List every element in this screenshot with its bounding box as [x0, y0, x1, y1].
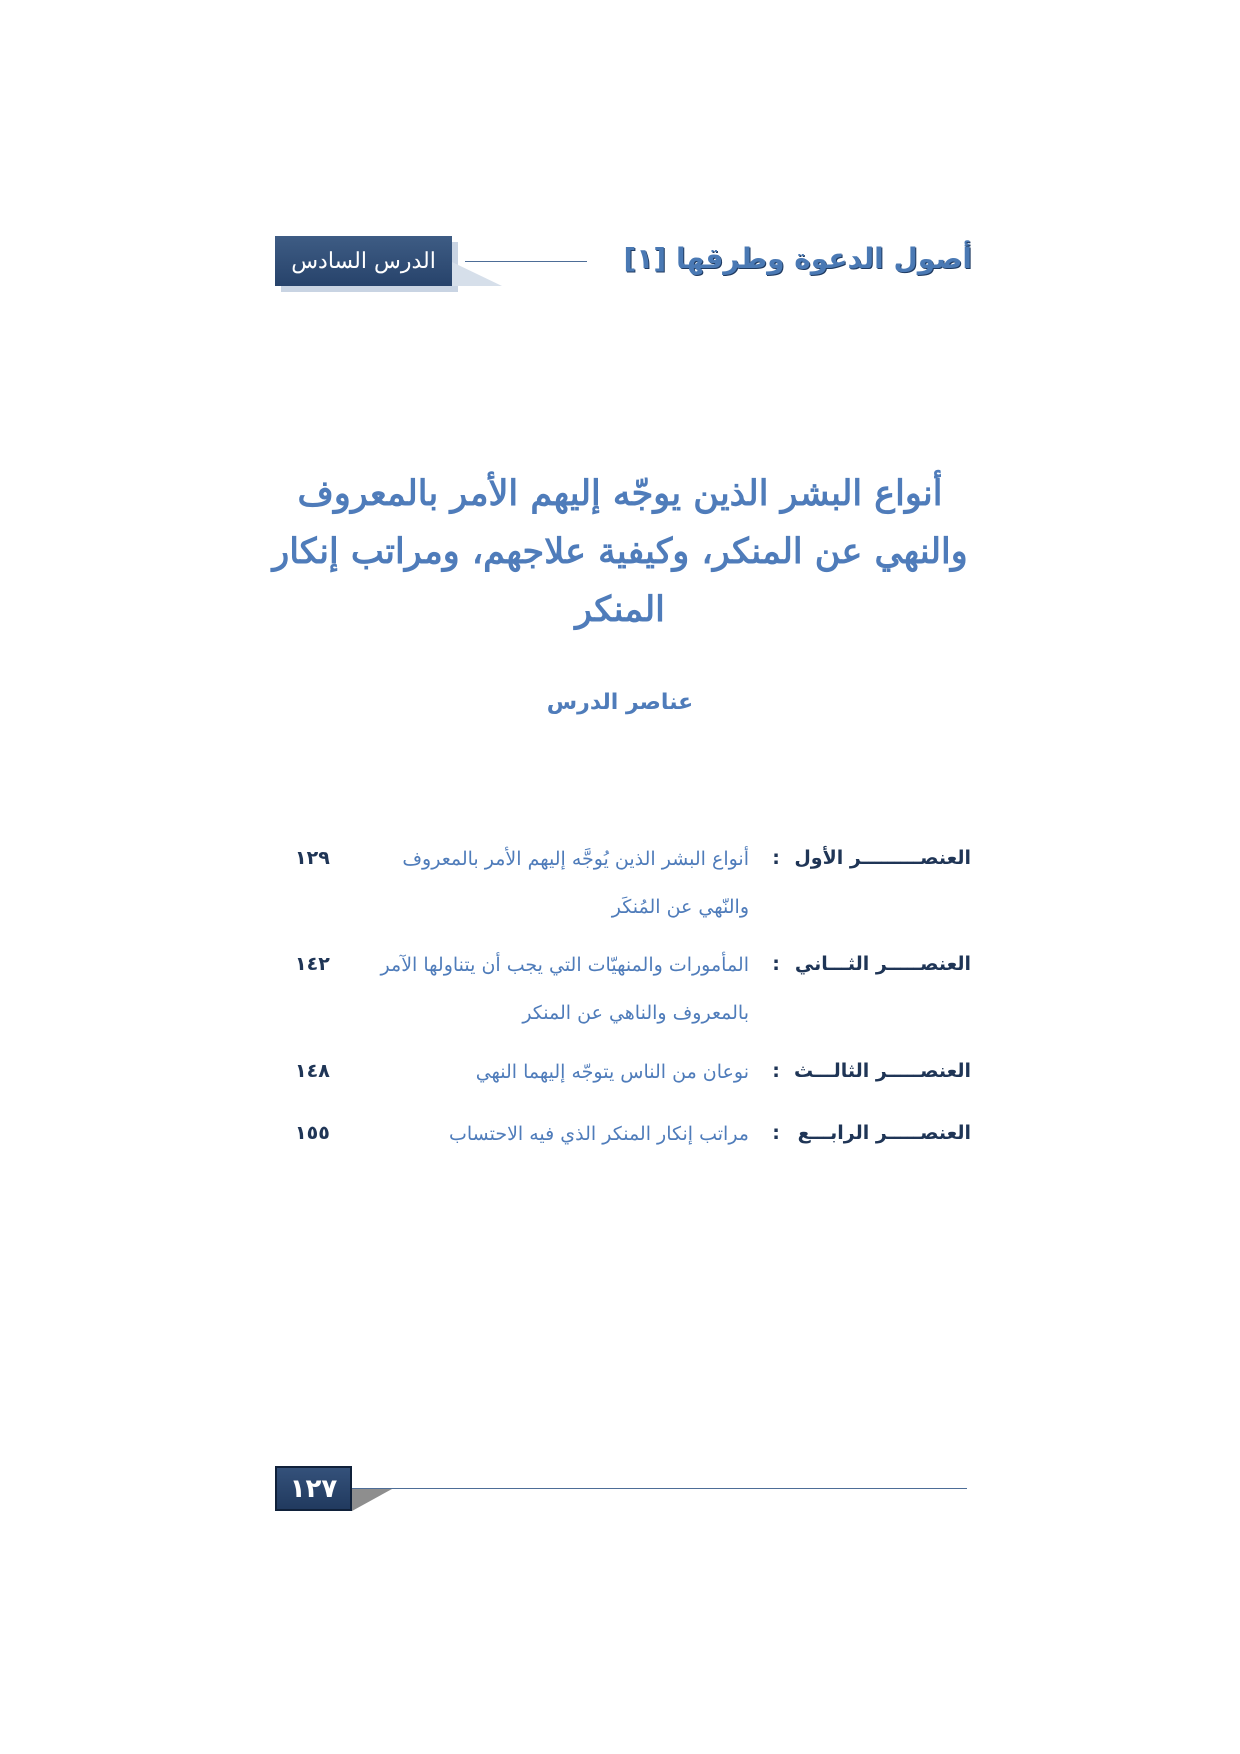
lesson-element-row [295, 1122, 971, 1162]
element-colon: : [772, 1060, 780, 1082]
lesson-element-row [295, 953, 971, 1033]
element-description: أنواع البشر الذين يُوجَّه إليهم الأمر بالمعروف والنّهي عن المُنكَر [402, 848, 749, 918]
footer-divider-line [352, 1488, 967, 1489]
element-page-number: ١٥٥ [295, 1122, 330, 1144]
page-number: ١٢٧ [289, 1473, 338, 1504]
footer-wedge-decoration [352, 1489, 392, 1511]
element-label: العنصـــــر الثـــاني [794, 953, 971, 975]
element-page-number: ١٢٩ [295, 847, 330, 869]
header-divider-line [465, 261, 587, 262]
book-title: أصول الدعوة وطرقها [١] [623, 242, 972, 275]
element-description: المأمورات والمنهيّات التي يجب أن يتناولها الآمر بالمعروف والناهي عن المنكر [380, 954, 749, 1024]
element-description: نوعان من الناس يتوجّه إليهما النهي [475, 1061, 749, 1083]
lesson-element-row [295, 847, 971, 927]
element-label: العنصـــــــــر الأول [794, 847, 971, 869]
header-wedge-decoration [452, 262, 502, 286]
lesson-element-row [295, 1060, 971, 1100]
page-number-box [275, 1466, 352, 1511]
element-label: العنصـــــر الثالـــث [793, 1060, 971, 1082]
element-description: مراتب إنكار المنكر الذي فيه الاحتساب [448, 1123, 749, 1145]
element-colon: : [772, 847, 780, 869]
lesson-title: أنواع البشر الذين يوجّه إليهم الأمر بالمعروف والنهي عن المنكر، وكيفية علاجهم، ومراتب إنكار المنكر [272, 473, 968, 630]
element-page-number: ١٤٨ [295, 1060, 330, 1082]
element-page-number: ١٤٢ [295, 953, 330, 975]
lesson-badge-label: الدرس السادس [291, 248, 436, 274]
elements-heading: عناصر الدرس [546, 690, 694, 715]
lesson-badge [275, 236, 452, 286]
element-colon: : [772, 1122, 780, 1144]
element-label: العنصـــــر الرابـــع [797, 1122, 971, 1144]
element-colon: : [772, 953, 780, 975]
